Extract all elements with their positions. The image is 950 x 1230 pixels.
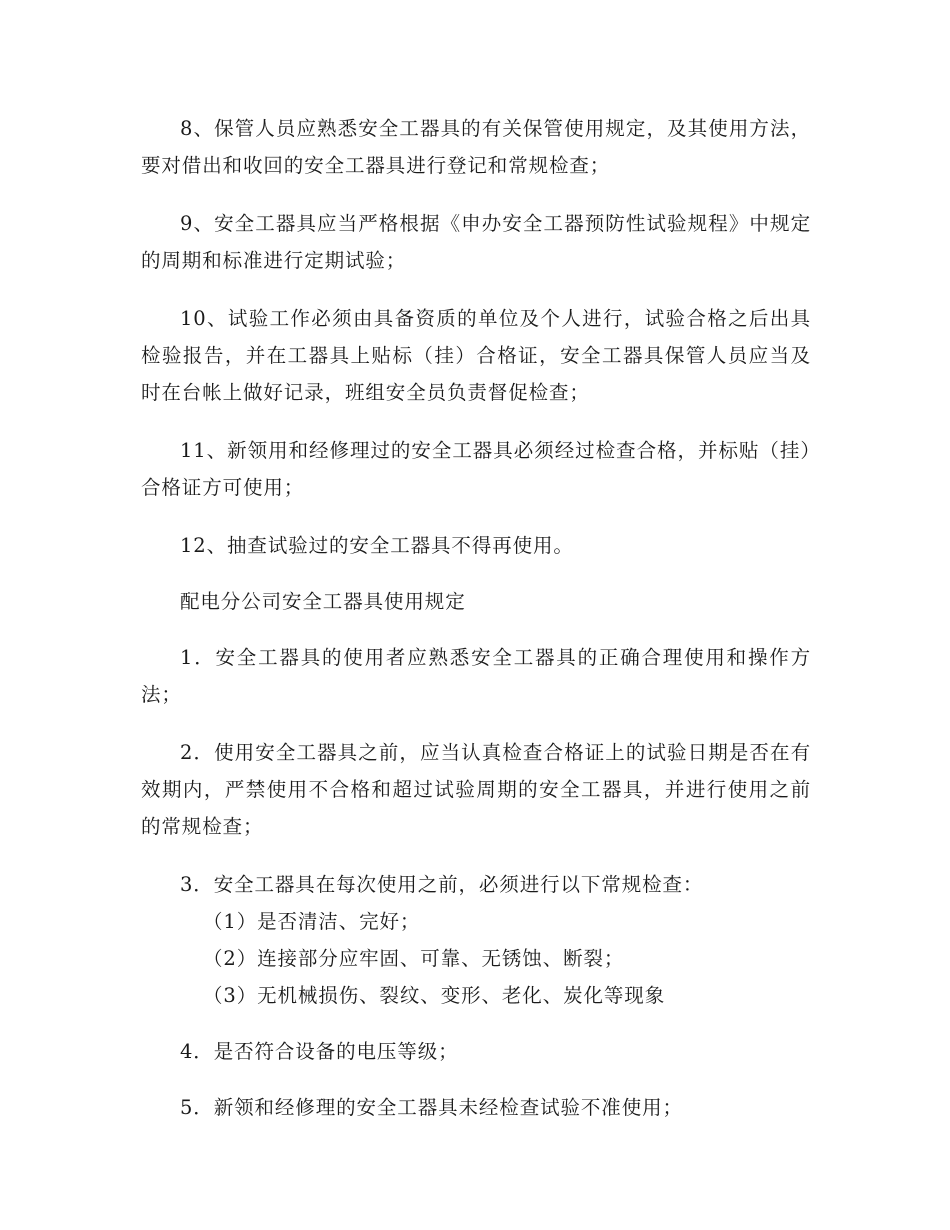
- paragraph-usage-2: 2．使用安全工器具之前，应当认真检查合格证上的试验日期是否在有效期内，严禁使用不合格和超过试验周期的安全工器具，并进行使用之前的常规检查；: [141, 741, 811, 838]
- paragraph-usage-1: 1．安全工器具的使用者应熟悉安全工器具的正确合理使用和操作方法；: [141, 646, 811, 706]
- paragraph-rule-11: 11、新领用和经修理过的安全工器具必须经过检查合格，并标贴（挂）合格证方可使用；: [141, 439, 811, 499]
- paragraph-usage-5: 5．新领和经修理的安全工器具未经检查试验不准使用；: [180, 1096, 683, 1119]
- paragraph-rule-8: 8、保管人员应熟悉安全工器具的有关保管使用规定，及其使用方法，要对借出和收回的安全工器具进行登记和常规检查；: [141, 117, 811, 177]
- check-item-3: （3）无机械损伤、裂纹、变形、老化、炭化等现象: [203, 984, 666, 1007]
- paragraph-usage-4: 4．是否符合设备的电压等级；: [180, 1040, 459, 1063]
- paragraph-rule-9: 9、安全工器具应当严格根据《申办安全工器预防性试验规程》中规定的周期和标准进行定期试验；: [141, 212, 811, 272]
- section-heading: 配电分公司安全工器具使用规定: [180, 590, 466, 613]
- check-item-1: （1）是否清洁、完好；: [203, 910, 421, 933]
- paragraph-rule-12: 12、抽查试验过的安全工器具不得再使用。: [180, 534, 574, 557]
- paragraph-rule-10: 10、试验工作必须由具备资质的单位及个人进行，试验合格之后出具检验报告，并在工器具上贴标（挂）合格证，安全工器具保管人员应当及时在台帐上做好记录，班组安全员负责督促检查；: [141, 307, 811, 404]
- document-body: [141, 110, 811, 1126]
- check-item-2: （2）连接部分应牢固、可靠、无锈蚀、断裂；: [203, 947, 625, 970]
- paragraph-usage-3: 3．安全工器具在每次使用之前，必须进行以下常规检查：: [180, 873, 704, 896]
